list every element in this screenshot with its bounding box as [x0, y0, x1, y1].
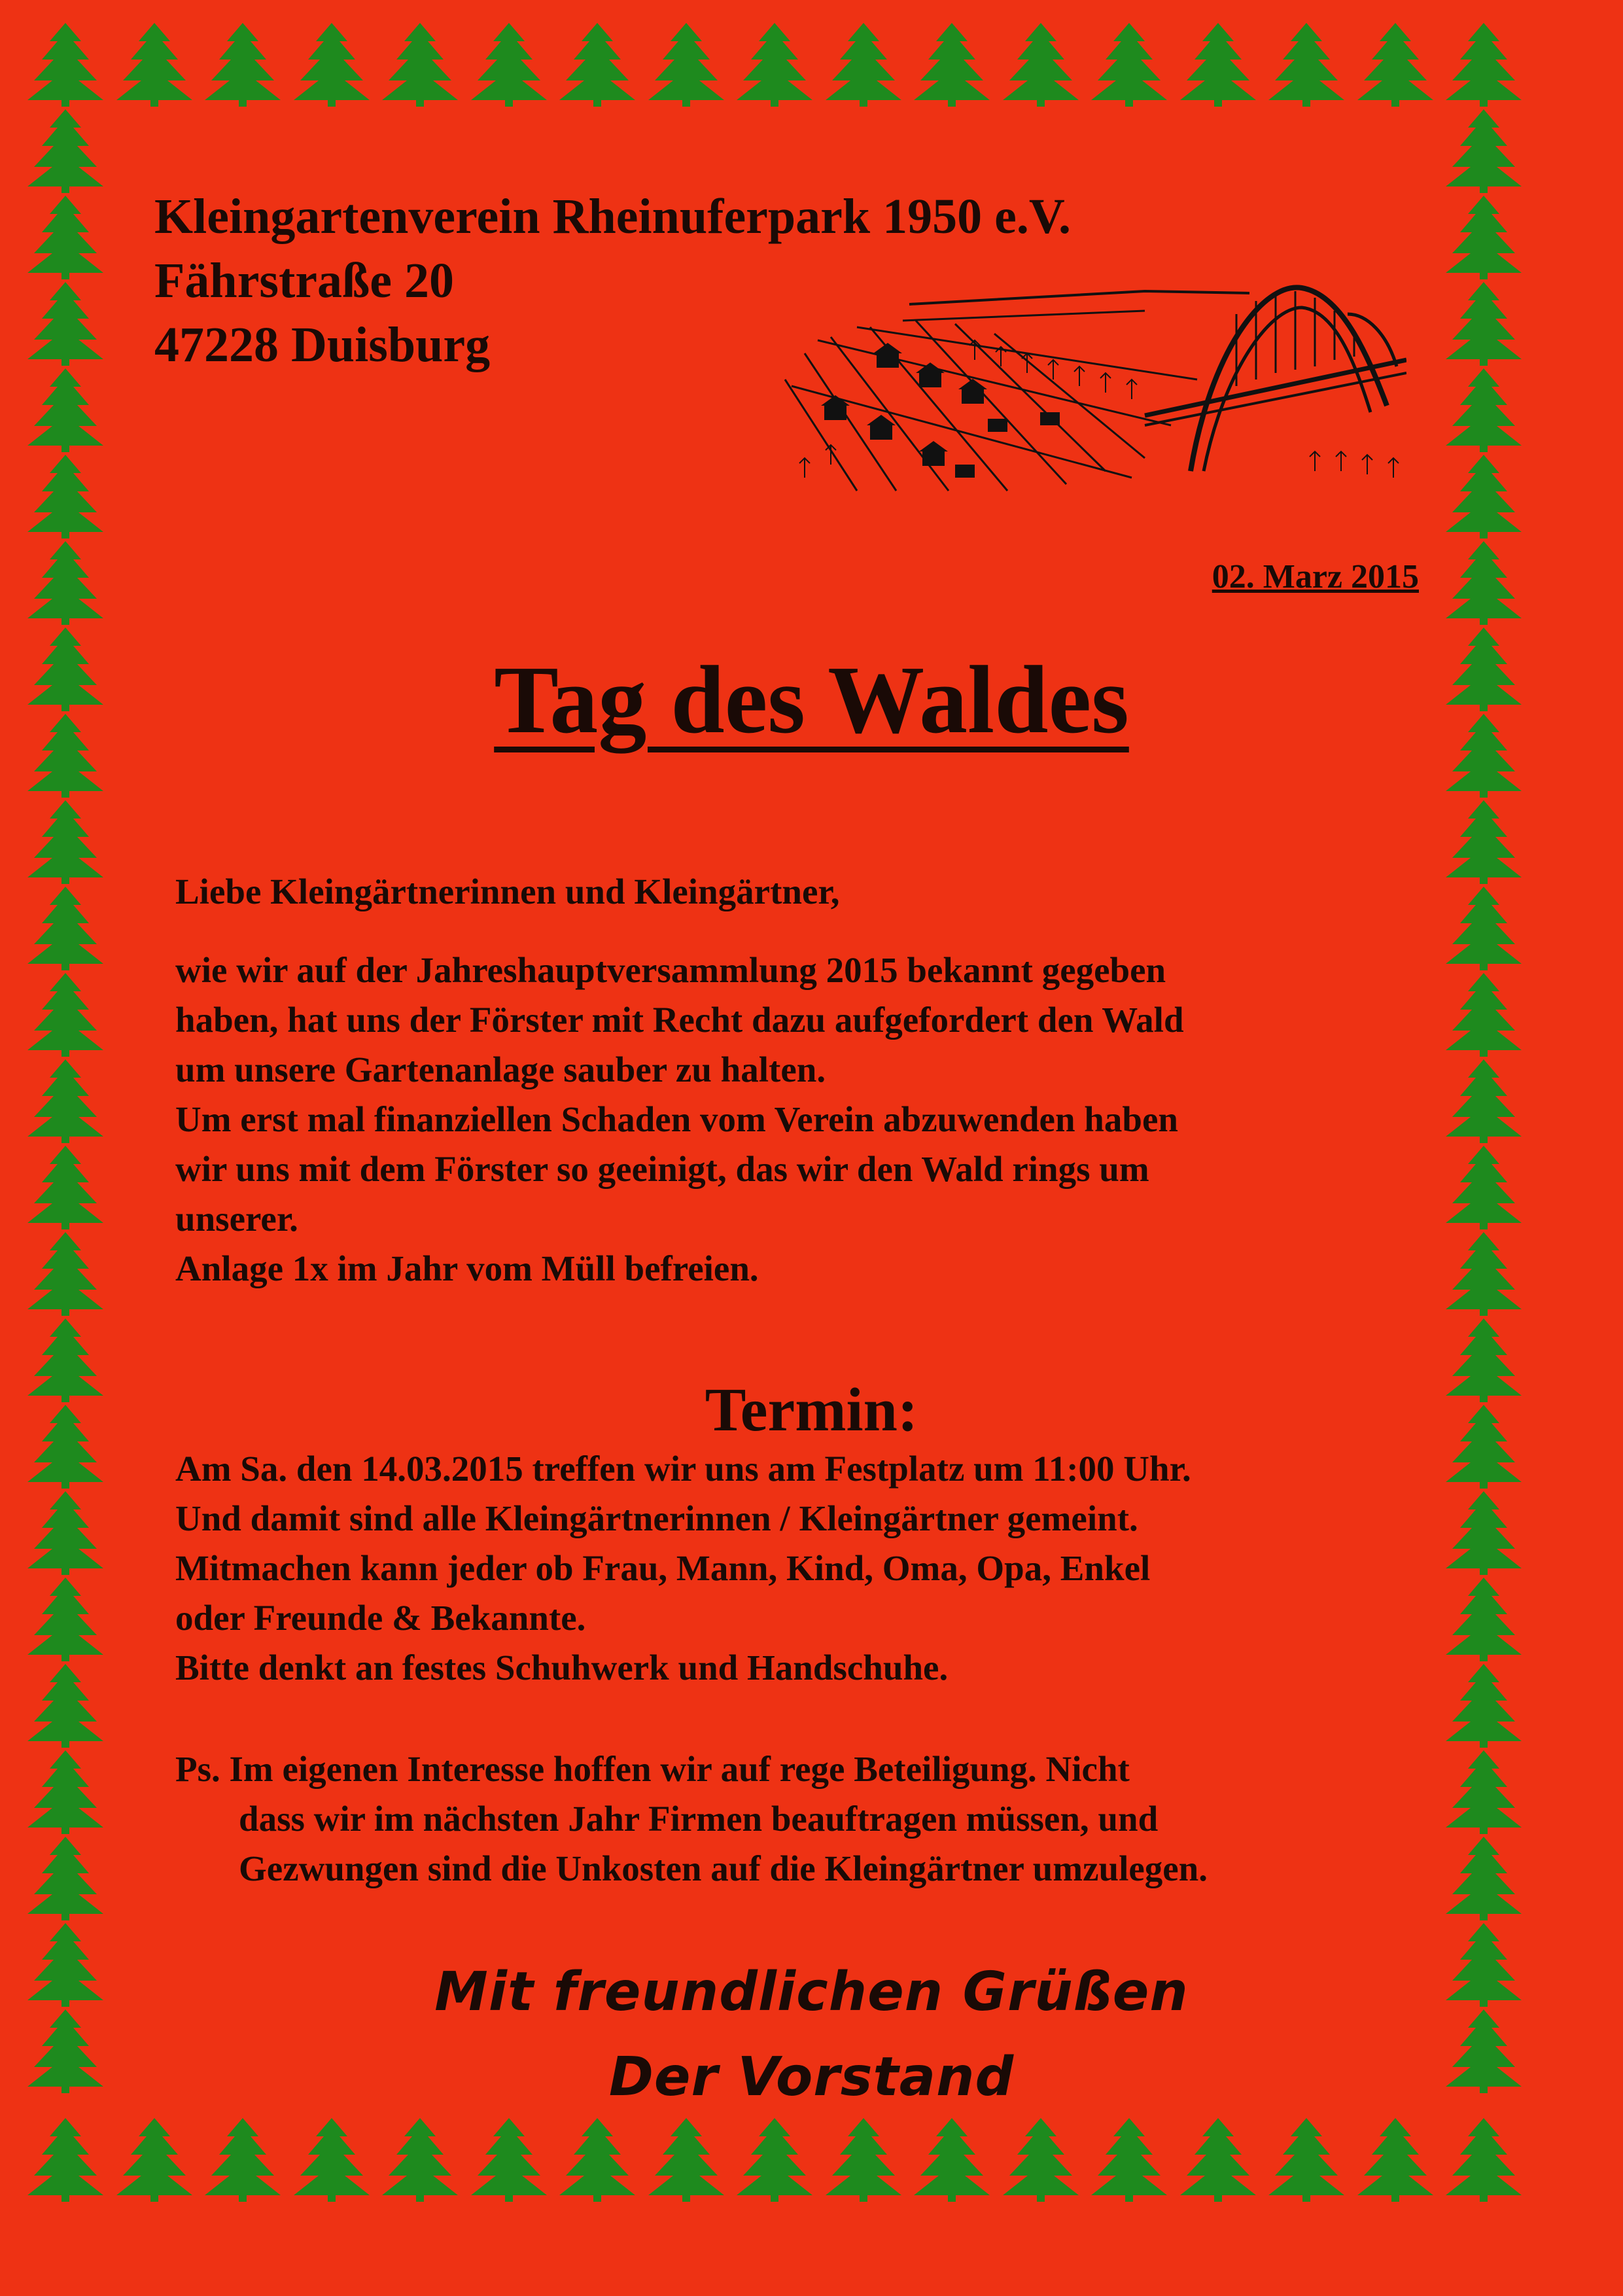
- fir-tree-icon: [24, 281, 107, 366]
- fir-tree-icon: [1265, 22, 1348, 107]
- fir-tree-icon: [24, 1663, 107, 1748]
- fir-tree-icon: [1265, 2117, 1348, 2202]
- fir-tree-icon: [290, 2117, 374, 2202]
- fir-tree-icon: [290, 22, 374, 107]
- text-line: wie wir auf der Jahreshauptversammlung 2015 bekannt gegeben: [175, 950, 1166, 990]
- club-logo-drawing: [778, 275, 1406, 497]
- fir-tree-icon: [1087, 22, 1171, 107]
- fir-tree-icon: [113, 22, 196, 107]
- text-line: Um erst mal finanziellen Schaden vom Verein abzuwenden haben: [175, 1099, 1178, 1139]
- fir-tree-icon: [24, 2117, 107, 2202]
- page-title: [0, 645, 1623, 756]
- fir-tree-icon: [910, 22, 994, 107]
- fir-tree-icon: [999, 2117, 1083, 2202]
- fir-tree-icon: [201, 2117, 285, 2202]
- fir-tree-icon: [24, 1144, 107, 1229]
- fir-tree-icon: [555, 2117, 639, 2202]
- text-line: Gezwungen sind die Unkosten auf die Kleingärtner umzulegen.: [239, 1848, 1208, 1888]
- fir-tree-icon: [24, 108, 107, 193]
- text-line: um unsere Gartenanlage sauber zu halten.: [175, 1050, 826, 1089]
- fir-tree-icon: [644, 2117, 728, 2202]
- paragraph-appointment: [175, 1444, 1457, 1693]
- fir-tree-icon: [467, 22, 551, 107]
- text-line: Anlage 1x im Jahr vom Müll befreien.: [175, 1248, 759, 1288]
- fir-tree-icon: [1442, 22, 1526, 107]
- club-street: Fährstraße 20: [154, 253, 455, 308]
- closing-signature: [0, 1950, 1623, 2120]
- termin-heading: Termin:: [705, 1376, 918, 1444]
- fir-tree-icon: [24, 194, 107, 279]
- fir-tree-icon: [999, 22, 1083, 107]
- club-name: Kleingartenverein Rheinuferpark 1950 e.V.: [154, 189, 1071, 244]
- fir-tree-icon: [1442, 540, 1526, 625]
- fir-tree-icon: [24, 453, 107, 539]
- club-city: 47228 Duisburg: [154, 317, 491, 372]
- text-line: wir uns mit dem Förster so geeinigt, das wir den Wald rings um: [175, 1149, 1149, 1189]
- fir-tree-icon: [822, 22, 905, 107]
- fir-tree-icon: [24, 1749, 107, 1834]
- fir-tree-icon: [1087, 2117, 1171, 2202]
- fir-tree-icon: [1442, 281, 1526, 366]
- fir-tree-icon: [24, 972, 107, 1057]
- fir-tree-icon: [24, 1835, 107, 1920]
- fir-tree-icon: [1176, 2117, 1260, 2202]
- fir-tree-icon: [555, 22, 639, 107]
- fir-tree-icon: [1176, 22, 1260, 107]
- title-text: Tag des Waldes: [494, 646, 1129, 754]
- fir-tree-icon: [1353, 22, 1437, 107]
- fir-tree-icon: [378, 2117, 462, 2202]
- fir-tree-icon: [24, 1490, 107, 1575]
- fir-tree-icon: [1442, 194, 1526, 279]
- fir-tree-icon: [24, 367, 107, 452]
- text-line: Ps. Im eigenen Interesse hoffen wir auf rege Beteiligung. Nicht: [175, 1749, 1130, 1789]
- fir-tree-icon: [1442, 2117, 1526, 2202]
- text-line: haben, hat uns der Förster mit Recht dazu aufgefordert den Wald: [175, 1000, 1184, 1040]
- fir-tree-icon: [1442, 108, 1526, 193]
- fir-tree-icon: [467, 2117, 551, 2202]
- fir-tree-icon: [24, 885, 107, 970]
- text-line: Bitte denkt an festes Schuhwerk und Handschuhe.: [175, 1648, 949, 1687]
- fir-tree-icon: [113, 2117, 196, 2202]
- closing-signer: Der Vorstand: [608, 2046, 1015, 2108]
- letter-date: 02. Marz 2015: [1212, 558, 1419, 595]
- text-line: unserer.: [175, 1199, 298, 1239]
- fir-tree-icon: [24, 1576, 107, 1661]
- postscript: [175, 1744, 1457, 1894]
- greeting: [175, 867, 1457, 917]
- fir-tree-icon: [910, 2117, 994, 2202]
- paragraph-intro: [175, 945, 1457, 1294]
- fir-tree-icon: [24, 1231, 107, 1316]
- fir-tree-icon: [1442, 367, 1526, 452]
- fir-tree-icon: [24, 799, 107, 884]
- fir-tree-icon: [378, 22, 462, 107]
- fir-tree-icon: [24, 540, 107, 625]
- fir-tree-icon: [644, 22, 728, 107]
- fir-tree-icon: [24, 22, 107, 107]
- fir-tree-icon: [822, 2117, 905, 2202]
- fir-tree-icon: [733, 22, 816, 107]
- fir-tree-icon: [1353, 2117, 1437, 2202]
- fir-tree-icon: [733, 2117, 816, 2202]
- closing-greeting: Mit freundlichen Grüßen: [434, 1961, 1189, 2023]
- text-line: oder Freunde & Bekannte.: [175, 1598, 586, 1638]
- fir-tree-icon: [24, 1058, 107, 1143]
- greeting-line: Liebe Kleingärtnerinnen und Kleingärtner,: [175, 872, 840, 911]
- fir-tree-icon: [1442, 453, 1526, 539]
- text-line: dass wir im nächsten Jahr Firmen beauftragen müssen, und: [239, 1799, 1159, 1839]
- text-line: Mitmachen kann jeder ob Frau, Mann, Kind, Oma, Opa, Enkel: [175, 1548, 1151, 1588]
- text-line: Und damit sind alle Kleingärtnerinnen / Kleingärtner gemeint.: [175, 1498, 1138, 1538]
- text-line: Am Sa. den 14.03.2015 treffen wir uns am Festplatz um 11:00 Uhr.: [175, 1449, 1191, 1489]
- fir-tree-icon: [201, 22, 285, 107]
